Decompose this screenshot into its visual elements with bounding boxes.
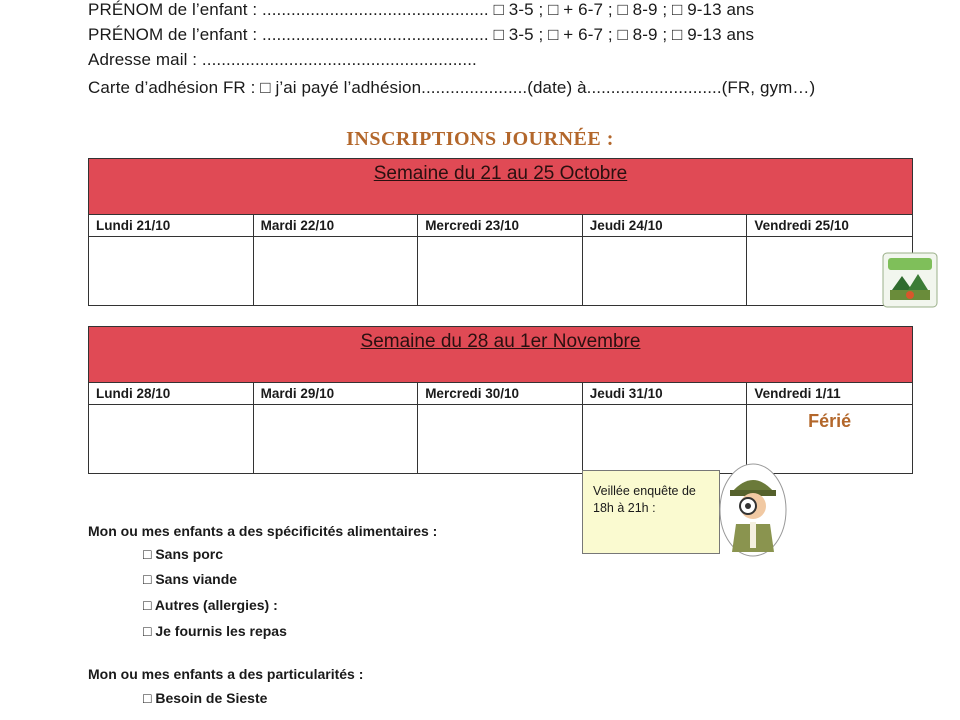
option-autres-allergies[interactable]: □ Autres (allergies) :	[143, 597, 278, 613]
option-sieste[interactable]: □ Besoin de Sieste	[143, 690, 268, 706]
week-title-text: Semaine du 21 au 25 Octobre	[373, 163, 628, 184]
veillee-note: Veillée enquête de 18h à 21h :	[582, 470, 720, 554]
membership-card-line: Carte d’adhésion FR : □ j’ai payé l’adhésion......................(date) à............................(FR, gym…)	[88, 78, 816, 97]
option-repas[interactable]: □ Je fournis les repas	[143, 623, 287, 639]
day-cell[interactable]	[254, 236, 419, 305]
email-line: Adresse mail : .........................................................	[88, 50, 477, 69]
day-header: Mardi 22/10	[254, 214, 419, 236]
child-name-line-2: PRÉNOM de l’enfant : ............................................... □ 3-5 ; □ + 6-7 ; □ 8-9 ; □ 9-13 ans	[88, 25, 755, 44]
day-cell[interactable]	[418, 236, 583, 305]
week-title	[89, 159, 912, 214]
day-grid	[89, 214, 912, 305]
day-header: Mardi 29/10	[254, 382, 419, 404]
day-cell[interactable]	[583, 236, 748, 305]
registration-heading: INSCRIPTIONS JOURNÉE :	[346, 128, 614, 150]
day-grid	[89, 382, 912, 473]
day-header: Lundi 21/10	[89, 214, 254, 236]
day-header: Vendredi 1/11	[747, 382, 912, 404]
holiday-label: Férié	[808, 411, 852, 431]
detective-icon	[718, 462, 788, 558]
week-table-1	[88, 158, 913, 306]
week-table-2	[88, 326, 913, 474]
option-sans-porc[interactable]: □ Sans porc	[143, 546, 224, 562]
particularities-title: Mon ou mes enfants a des particularités :	[88, 666, 364, 682]
day-header: Mercredi 30/10	[418, 382, 583, 404]
day-header: Jeudi 31/10	[583, 382, 748, 404]
food-specifics-title: Mon ou mes enfants a des spécificités alimentaires :	[88, 523, 438, 539]
week-title	[89, 327, 912, 382]
day-header: Vendredi 25/10	[747, 214, 912, 236]
day-cell[interactable]	[89, 404, 254, 473]
week-title-text: Semaine du 28 au 1er Novembre	[360, 331, 641, 352]
day-cell[interactable]	[89, 236, 254, 305]
day-header: Lundi 28/10	[89, 382, 254, 404]
day-cell[interactable]	[254, 404, 419, 473]
day-header: Jeudi 24/10	[583, 214, 748, 236]
camp-illustration-icon	[882, 252, 938, 308]
day-header: Mercredi 23/10	[418, 214, 583, 236]
option-sans-viande[interactable]: □ Sans viande	[143, 571, 238, 587]
child-name-line-1: PRÉNOM de l’enfant : ............................................... □ 3-5 ; □ + 6-7 ; □ 8-9 ; □ 9-13 ans	[88, 0, 755, 19]
day-cell[interactable]	[418, 404, 583, 473]
